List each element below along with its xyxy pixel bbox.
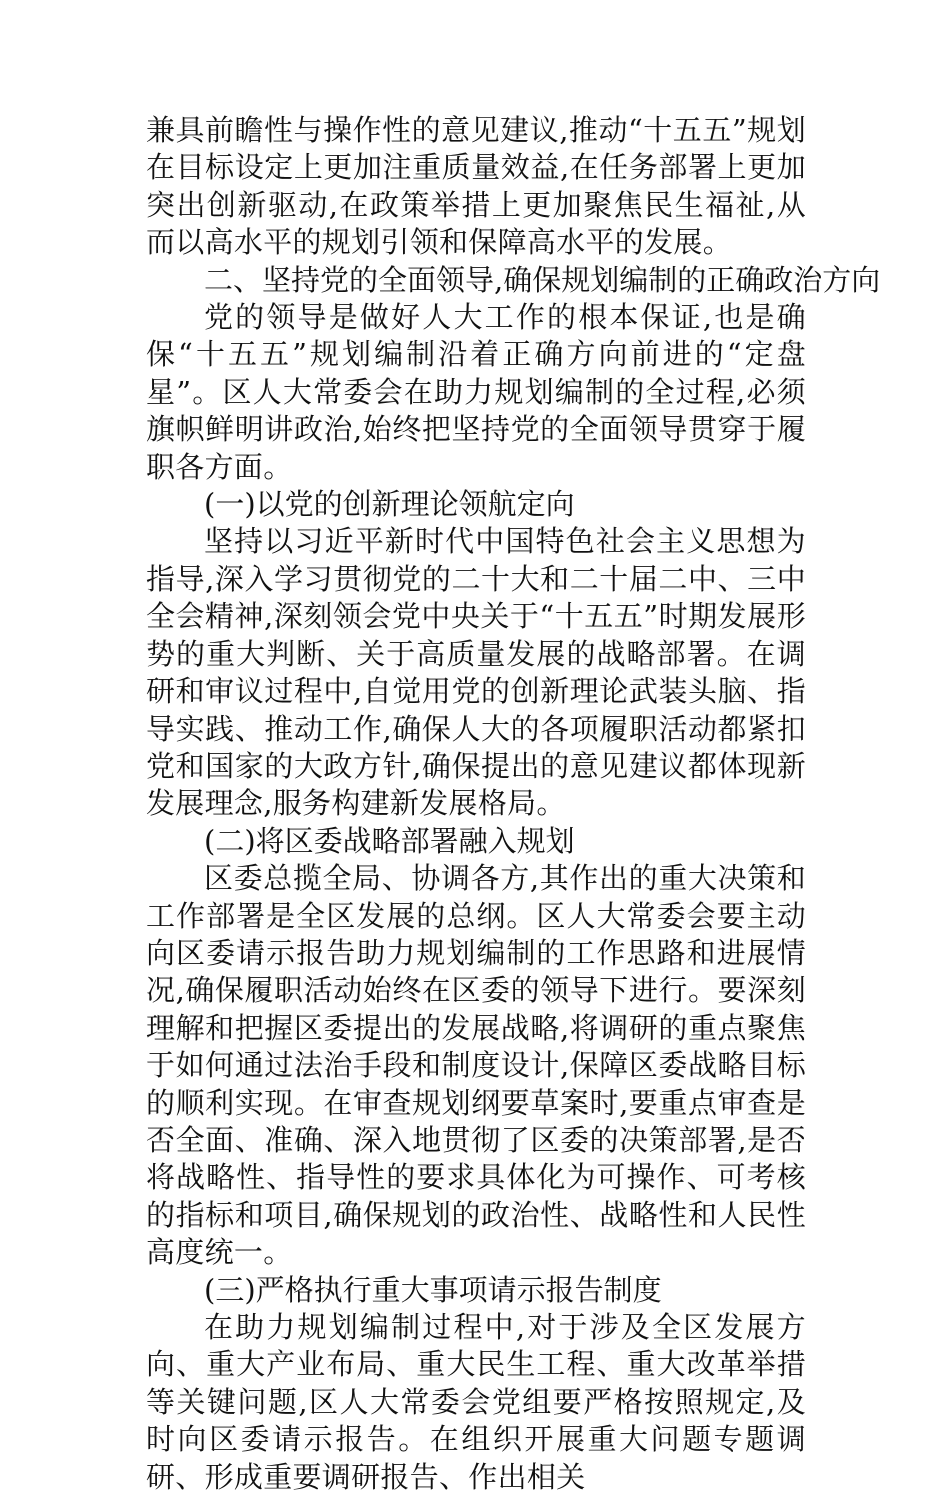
body-paragraph-3: 坚持以习近平新时代中国特色社会主义思想为指导,深入学习贯彻党的二十大和二十届二中、三中全会精神,深刻领会党中央关于“十五五”时期发展形势的重大判断、关于高质量发展的战略部署。在调研和审议过程中,自觉用党的创新理论武装头脑、指导实践、推动工作,确保人大的各项履职活动都紧扣党和国家的大政方针,确保提出的意见建议都体现新发展理念,服务构建新发展格局。 (146, 524, 806, 821)
body-paragraph-4: 区委总揽全局、协调各方,其作出的重大决策和工作部署是全区发展的总纲。区人大常委会要主动向区委请示报告助力规划编制的工作思路和进展情况,确保履职活动始终在区委的领导下进行。要深刻理解和把握区委提出的发展战略,将调研的重点聚焦于如何通过法治手段和制度设计,保障区委战略目标的顺利实现。在审查规划纲要草案时,要重点审查是否全面、准确、深入地贯彻了区委的决策部署,是否将战略性、指导性的要求具体化为可操作、可考核的指标和项目,确保规划的政治性、战略性和人民性高度统一。 (146, 861, 806, 1270)
body-paragraph-1: 兼具前瞻性与操作性的意见建议,推动“十五五”规划在目标设定上更加注重质量效益,在任务部署上更加突出创新驱动,在政策举措上更加聚焦民生福祉,从而以高水平的规划引领和保障高水平的发展。 (146, 113, 806, 260)
document-page (146, 112, 881, 1496)
subsection-heading-2: (二)将区委战略部署融入规划 (204, 823, 575, 858)
subsection-heading-3: (三)严格执行重大事项请示报告制度 (204, 1272, 662, 1307)
subsection-heading-1: (一)以党的创新理论领航定向 (204, 487, 575, 522)
body-paragraph-2: 党的领导是做好人大工作的根本保证,也是确保“十五五”规划编制沿着正确方向前进的“定盘星”。区人大常委会在助力规划编制的全过程,必须旗帜鲜明讲政治,始终把坚持党的全面领导贯穿于履职各方面。 (146, 300, 806, 484)
section-heading-2: 二、坚持党的全面领导,确保规划编制的正确政治方向 (204, 262, 881, 297)
body-paragraph-5: 在助力规划编制过程中,对于涉及全区发展方向、重大产业布局、重大民生工程、重大改革举措等关键问题,区人大常委会党组要严格按照规定,及时向区委请示报告。在组织开展重大问题专题调研、形成重要调研报告、作出相关 (146, 1310, 806, 1494)
